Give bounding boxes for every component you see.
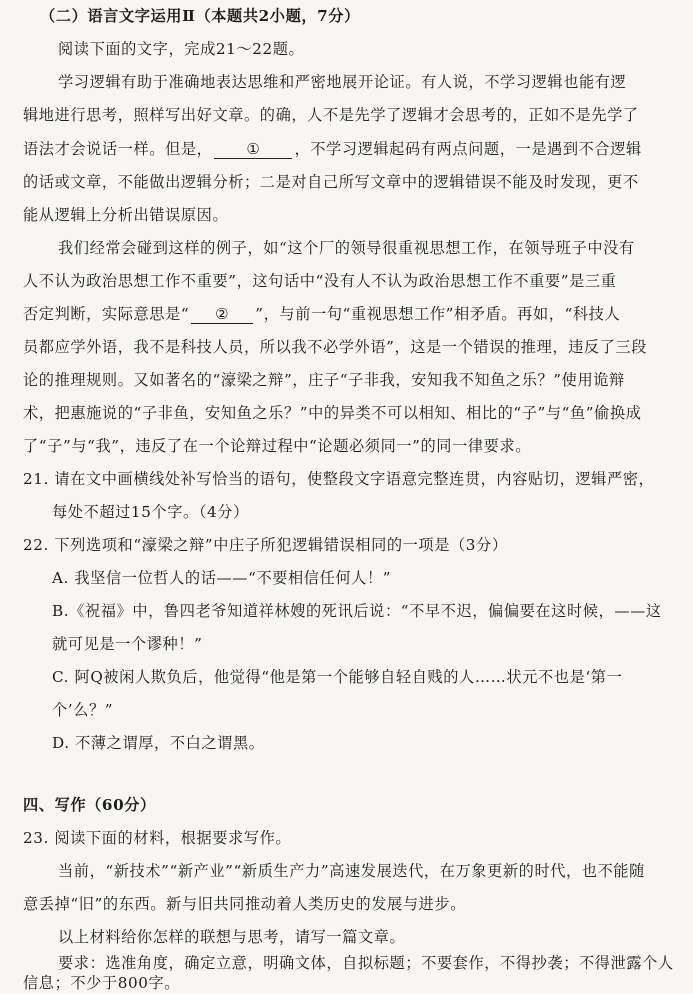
question-22-option-a: A. 我坚信一位哲人的话——“不要相信任何人！” (52, 569, 392, 587)
material-line3: 以上材料给你怎样的联想与思考，请写一篇文章。 (58, 928, 406, 946)
passage-p1-line3-start: 语法才会说话一样。但是， (23, 140, 213, 158)
passage-p2-line6: 术，把惠施说的“子非鱼，安知鱼之乐？”中的异类不可以相知、相比的“子”与“鱼”偷换成 (23, 404, 642, 422)
passage-p2-line1: 我们经常会碰到这样的例子，如“这个厂的领导很重视思想工作，在领导班子中没有 (58, 239, 635, 257)
passage-p2-line3-end: ”，与前一句“重视思想工作”相矛盾。再如，“科技人 (255, 305, 621, 323)
passage-p2-line4: 员都应学外语，我不是科技人员，所以我不必学外语”，这是一个错误的推理，违反了三段 (23, 338, 648, 356)
passage-p1-line4: 的话或文章，不能做出逻辑分析；二是对自己所写文章中的逻辑错误不能及时发现，更不 (23, 173, 639, 191)
passage-p1-line5: 能从逻辑上分析出错误原因。 (23, 206, 229, 224)
question-22-option-b-line1: B.《祝福》中，鲁四老爷知道祥林嫂的死讯后说：“不早不迟，偏偏要在这时候，——这 (52, 602, 662, 620)
section-heading-language-use: （二）语言文字运用Ⅱ（本题共2小题，7分） (40, 7, 360, 25)
question-22-option-c-line2: 个’么？” (52, 701, 114, 719)
answer-blank-2: ② (191, 305, 253, 324)
passage-p2-line3-start: 否定判断，实际意思是“ (23, 305, 190, 323)
question-22-option-b-line2: 就可见是一个谬种！” (52, 635, 203, 653)
requirements-line1: 要求：选准角度，确定立意，明确文体，自拟标题；不要套作，不得抄袭；不得泄露个人 (58, 954, 674, 972)
question-23-stem: 23. 阅读下面的材料，根据要求写作。 (23, 829, 292, 847)
reading-instruction: 阅读下面的文字，完成21～22题。 (58, 40, 305, 58)
question-21-line1: 21. 请在文中画横线处补写恰当的语句，使整段文字语意完整连贯，内容贴切，逻辑严密， (23, 470, 655, 488)
passage-p2-line7: 了“子”与“我”，违反了在一个论辩过程中“论题必须同一”的同一律要求。 (23, 437, 532, 455)
passage-p2-line3 (23, 304, 620, 324)
material-line2: 意丢掉“旧”的东西。新与旧共同推动着人类历史的发展与进步。 (23, 895, 466, 913)
section-heading-writing: 四、写作（60分） (23, 796, 156, 814)
requirements-line2: 信息；不少于800字。 (23, 974, 181, 992)
passage-p1-line1: 学习逻辑有助于准确地表达思维和严密地展开论证。有人说，不学习逻辑也能有逻 (58, 73, 627, 91)
passage-p1-line3-end: ，不学习逻辑起码有两点问题，一是遇到不合逻辑 (294, 140, 642, 158)
answer-blank-1: ① (214, 140, 292, 159)
question-22-option-c-line1: C. 阿Q被闲人欺负后，他觉得“他是第一个能够自轻自贱的人……状元不也是‘第一 (52, 668, 623, 686)
material-line1: 当前，“新技术”“新产业”“新质生产力”高速发展迭代，在万象更新的时代，也不能随 (58, 862, 645, 880)
question-21-line2: 每处不超过15个字。（4分） (52, 503, 249, 521)
passage-p2-line5: 论的推理规则。又如著名的“濠梁之辩”，庄子“子非我，安知我不知鱼之乐？”使用诡辩 (23, 371, 625, 389)
question-22-stem: 22. 下列选项和“濠梁之辩”中庄子所犯逻辑错误相同的一项是（3分） (23, 536, 508, 554)
passage-p2-line2: 人不认为政治思想工作不重要”，这句话中“没有人不认为政治思想工作不重要”是三重 (23, 272, 617, 290)
passage-p1-line3 (23, 139, 642, 159)
question-22-option-d: D. 不薄之谓厚，不白之谓黑。 (52, 734, 265, 752)
passage-p1-line2: 辑地进行思考，照样写出好文章。的确，人不是先学了逻辑才会思考的，正如不是先学了 (23, 106, 639, 124)
